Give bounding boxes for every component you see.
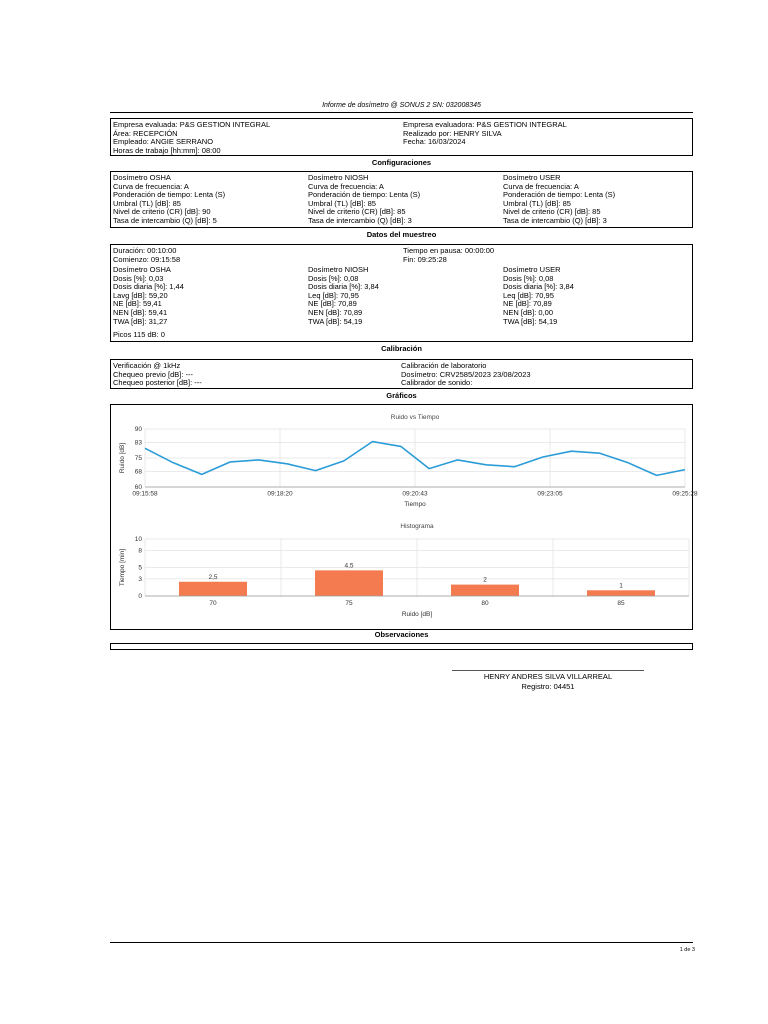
- config-niosh-line: Curva de frecuencia: A: [308, 181, 384, 191]
- sample-osha-line: Dosis [%]: 0,03: [113, 273, 164, 283]
- sample-osha-line: Dosímetro OSHA: [113, 265, 171, 274]
- sample-box: [110, 244, 693, 342]
- start-time: Comienzo: 09:15:58: [113, 254, 181, 264]
- config-user: [503, 174, 615, 226]
- config-user-line: Nivel de criterio (CR) [dB]: 85: [503, 207, 601, 217]
- sample-osha-line: Dosis diaria [%]: 1,44: [113, 282, 184, 292]
- sound-calibrator: Calibrador de sonido:: [401, 378, 473, 388]
- histogram-xtick: 70: [209, 600, 217, 607]
- line-chart-xtick: 09:20:43: [402, 490, 428, 498]
- config-niosh-line: Umbral (TL) [dB]: 85: [308, 198, 376, 208]
- employee: Empleado: ANGIE SERRANO: [113, 137, 214, 147]
- pre-check: Chequeo previo [dB]: ---: [113, 369, 194, 379]
- histogram-ytick: 8: [138, 547, 142, 555]
- sample-niosh-line: Dosis diaria [%]: 3,84: [308, 282, 379, 292]
- line-chart-xtick: 09:15:58: [132, 490, 158, 498]
- sample-niosh-line: NEN [dB]: 70,89: [308, 307, 363, 317]
- histogram-data-label: 4,5: [344, 562, 354, 570]
- observations-title: Observaciones: [374, 630, 429, 639]
- sample-niosh-line: TWA [dB]: 54,19: [308, 316, 363, 326]
- line-chart-ytick: 75: [134, 455, 142, 463]
- sample-user: [503, 266, 574, 326]
- performed-by: Realizado por: HENRY SILVA: [403, 128, 502, 138]
- config-user-line: Tasa de intercambio (Q) [dB]: 3: [503, 215, 607, 225]
- sample-niosh: [308, 266, 379, 326]
- info-left: [113, 121, 270, 155]
- histogram-bar: [179, 582, 247, 596]
- evaluator-company: Empresa evaluadora: P&S GESTION INTEGRAL: [403, 120, 567, 129]
- sample-osha-line: NEN [dB]: 59,41: [113, 307, 168, 317]
- sample-left: [113, 247, 180, 264]
- line-chart-ytick: 83: [134, 439, 142, 447]
- peaks-value: Picos 115 dB: 0: [113, 330, 165, 339]
- line-chart-ytick: 60: [134, 484, 142, 492]
- line-chart-ytick: 90: [134, 426, 142, 434]
- graphs-title: Gráficos: [386, 391, 417, 400]
- histogram-title: Histograma: [400, 523, 434, 530]
- histogram-xtick: 75: [345, 600, 353, 607]
- config-osha-line: Umbral (TL) [dB]: 85: [113, 198, 181, 208]
- histogram-ytick: 3: [138, 576, 142, 584]
- verification: Verificación @ 1kHz: [113, 361, 181, 370]
- report-title: Informe de dosímetro @ SONUS 2 SN: 032008345: [322, 102, 481, 109]
- sample-title: Datos del muestreo: [366, 230, 437, 239]
- line-chart-title: Ruido vs Tiempo: [390, 414, 440, 421]
- calibration-title: Calibración: [381, 344, 422, 353]
- histogram-ylabel: Tiempo [min]: [119, 548, 126, 587]
- sample-niosh-line: Dosis [%]: 0,08: [308, 273, 359, 283]
- post-check: Chequeo posterior [dB]: ---: [113, 378, 202, 388]
- sample-user-line: Dosis [%]: 0,08: [503, 273, 554, 283]
- histogram-xlabel: Ruido [dB]: [401, 611, 433, 618]
- sample-user-line: Leq [dB]: 70,95: [503, 290, 554, 300]
- header-rule: [110, 112, 693, 113]
- line-chart-xlabel: Tiempo: [404, 501, 426, 508]
- line-chart-xtick: 09:25:28: [672, 490, 698, 498]
- signature-line: [452, 670, 644, 671]
- histogram-ytick: 10: [134, 536, 142, 544]
- config-user-line: Dosímetro USER: [503, 173, 561, 182]
- histogram-data-label: 2,5: [208, 573, 218, 581]
- line-chart-ytick: 68: [134, 468, 142, 476]
- signature-name: HENRY ANDRES SILVA VILLARREAL: [483, 672, 613, 681]
- histogram-ytick: 5: [138, 564, 142, 572]
- sample-niosh-line: Leq [dB]: 70,95: [308, 290, 359, 300]
- observations-box: [110, 643, 693, 650]
- line-chart-xtick: 09:23:05: [537, 490, 563, 498]
- sample-right: [403, 247, 494, 264]
- config-niosh-line: Nivel de criterio (CR) [dB]: 85: [308, 207, 406, 217]
- histogram-bar: [587, 590, 655, 596]
- config-title: Configuraciones: [371, 158, 432, 167]
- calibration-box: [110, 359, 693, 389]
- sample-osha-line: Lavg [dB]: 59,20: [113, 290, 168, 300]
- config-niosh-line: Ponderación de tiempo: Lenta (S): [308, 190, 421, 200]
- dosimeter-cal: Dosímetro: CRV2585/2023 23/08/2023: [401, 369, 531, 379]
- charts-svg: [111, 405, 698, 629]
- signature-block: [452, 672, 644, 691]
- histogram-ytick: 0: [138, 593, 142, 601]
- info-right: [403, 121, 567, 147]
- lab-calibration: Calibración de laboratorio: [401, 361, 487, 370]
- sample-osha: [113, 266, 184, 326]
- sample-osha-line: TWA [dB]: 31,27: [113, 316, 168, 326]
- histogram-bar: [451, 585, 519, 596]
- date: Fecha: 16/03/2024: [403, 137, 466, 147]
- config-user-line: Curva de frecuencia: A: [503, 181, 579, 191]
- config-osha-line: Curva de frecuencia: A: [113, 181, 189, 191]
- info-box: [110, 118, 693, 156]
- line-chart-xtick: 09:18:20: [267, 490, 293, 498]
- config-niosh-line: Dosímetro NIOSH: [308, 173, 369, 182]
- histogram-xtick: 80: [481, 600, 489, 607]
- config-osha-line: Tasa de intercambio (Q) [dB]: 5: [113, 215, 217, 225]
- sample-user-line: TWA [dB]: 54,19: [503, 316, 558, 326]
- histogram-data-label: 1: [619, 582, 623, 590]
- sample-osha-line: NE [dB]: 59,41: [113, 299, 162, 309]
- end-time: Fin: 09:25:28: [403, 254, 447, 264]
- calibration-left: [113, 362, 202, 388]
- config-user-line: Ponderación de tiempo: Lenta (S): [503, 190, 616, 200]
- work-hours: Horas de trabajo [hh:mm]: 08:00: [113, 145, 221, 155]
- config-osha: [113, 174, 225, 226]
- sample-user-line: NEN [dB]: 0,00: [503, 307, 554, 317]
- config-user-line: Umbral (TL) [dB]: 85: [503, 198, 571, 208]
- sample-user-line: Dosis diaria [%]: 3,84: [503, 282, 574, 292]
- duration: Duración: 00:10:00: [113, 246, 177, 255]
- page-number: 1 de 3: [679, 947, 695, 953]
- calibration-right: [401, 362, 531, 388]
- histogram-data-label: 2: [483, 576, 487, 584]
- sample-user-line: Dosímetro USER: [503, 265, 561, 274]
- config-box: [110, 171, 693, 228]
- peaks-line: [113, 331, 165, 340]
- footer-rule: [110, 942, 693, 943]
- config-niosh-line: Tasa de intercambio (Q) [dB]: 3: [308, 215, 412, 225]
- area: Área: RECEPCIÓN: [113, 128, 178, 138]
- config-osha-line: Dosímetro OSHA: [113, 173, 171, 182]
- config-niosh: [308, 174, 420, 226]
- evaluated-company: Empresa evaluada: P&S GESTION INTEGRAL: [113, 120, 271, 129]
- config-osha-line: Nivel de criterio (CR) [dB]: 90: [113, 207, 211, 217]
- signature-registry: Registro: 04451: [521, 681, 575, 691]
- sample-niosh-line: NE [dB]: 70,89: [308, 299, 357, 309]
- pause-time: Tiempo en pausa: 00:00:00: [403, 246, 495, 255]
- graphs-box: [110, 404, 698, 630]
- histogram-bar: [315, 570, 383, 596]
- config-osha-line: Ponderación de tiempo: Lenta (S): [113, 190, 226, 200]
- sample-niosh-line: Dosímetro NIOSH: [308, 265, 369, 274]
- histogram-xtick: 85: [617, 600, 625, 607]
- sample-user-line: NE [dB]: 70,89: [503, 299, 552, 309]
- line-chart-ylabel: Ruido [dB]: [119, 442, 126, 474]
